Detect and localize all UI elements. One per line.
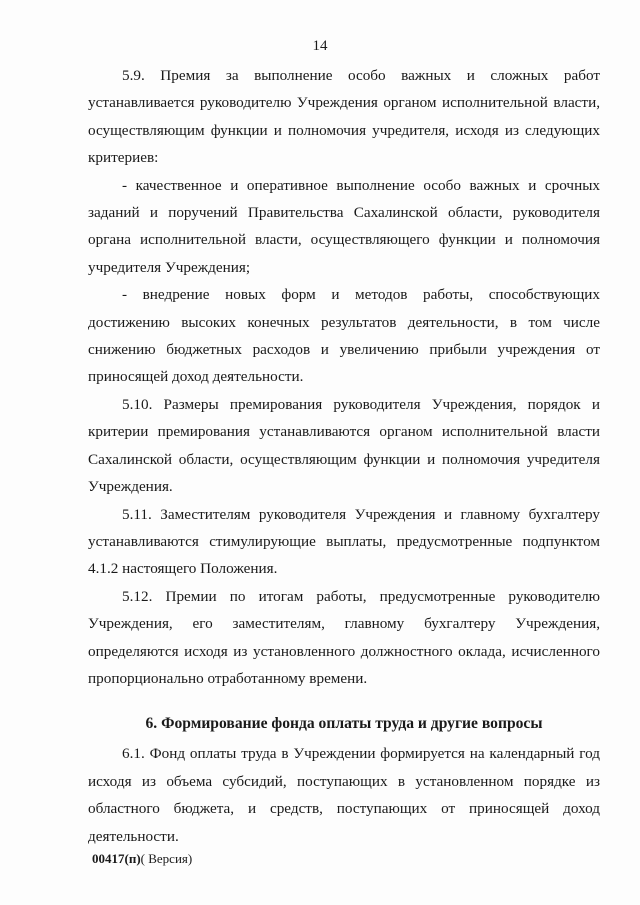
paragraph-criterion-2: - внедрение новых форм и методов работы, способствующих достижению высоких конечных результатов деятельности, в том числе снижению бюджетных расходов и увеличению прибыли учреждения от приносящей доход деятельности. [88, 286, 600, 386]
document-version: ( Версия) [140, 851, 193, 866]
paragraph-5-9: 5.9. Премия за выполнение особо важных и сложных работ устанавливается руководителю Учреждения органом исполнительной власти, осуществляющим функции и полномочия учредителя, исходя из следующих критериев: [88, 67, 600, 167]
paragraph-criterion-1: - качественное и оперативное выполнение особо важных и срочных заданий и поручений Правительства Сахалинской области, руководителя органа исполнительной власти, осуществляющего функции и полномочия учредителя Учреждения; [88, 176, 600, 276]
document-body [88, 62, 600, 850]
paragraph-5-10: 5.10. Размеры премирования руководителя Учреждения, порядок и критерии премирования устанавливаются органом исполнительной власти Сахалинской области, осуществляющим функции и полномочия учредителя Учреждения. [88, 395, 600, 496]
paragraph-6-1: 6.1. Фонд оплаты труда в Учреждении формируется на календарный год исходя из объема субсидий, поступающих в установленном порядке из областного бюджета, и средств, поступающих от приносящей доход деятельности. [88, 745, 600, 845]
document-footer [92, 851, 192, 867]
document-code: 00417(п) [92, 851, 141, 866]
paragraph-5-12: 5.12. Премии по итогам работы, предусмотренные руководителю Учреждения, его заместителям, главному бухгалтеру Учреждения, определяются исходя из установленного должностного оклада, исчисленного пропорционально отработанному времени. [88, 587, 600, 687]
section-heading-6: 6. Формирование фонда оплаты труда и другие вопросы [145, 715, 543, 733]
paragraph-5-11: 5.11. Заместителям руководителя Учреждения и главному бухгалтеру устанавливаются стимулирующие выплаты, предусмотренные подпунктом 4.1.2 настоящего Положения. [88, 505, 600, 578]
page-number: 14 [312, 38, 328, 54]
